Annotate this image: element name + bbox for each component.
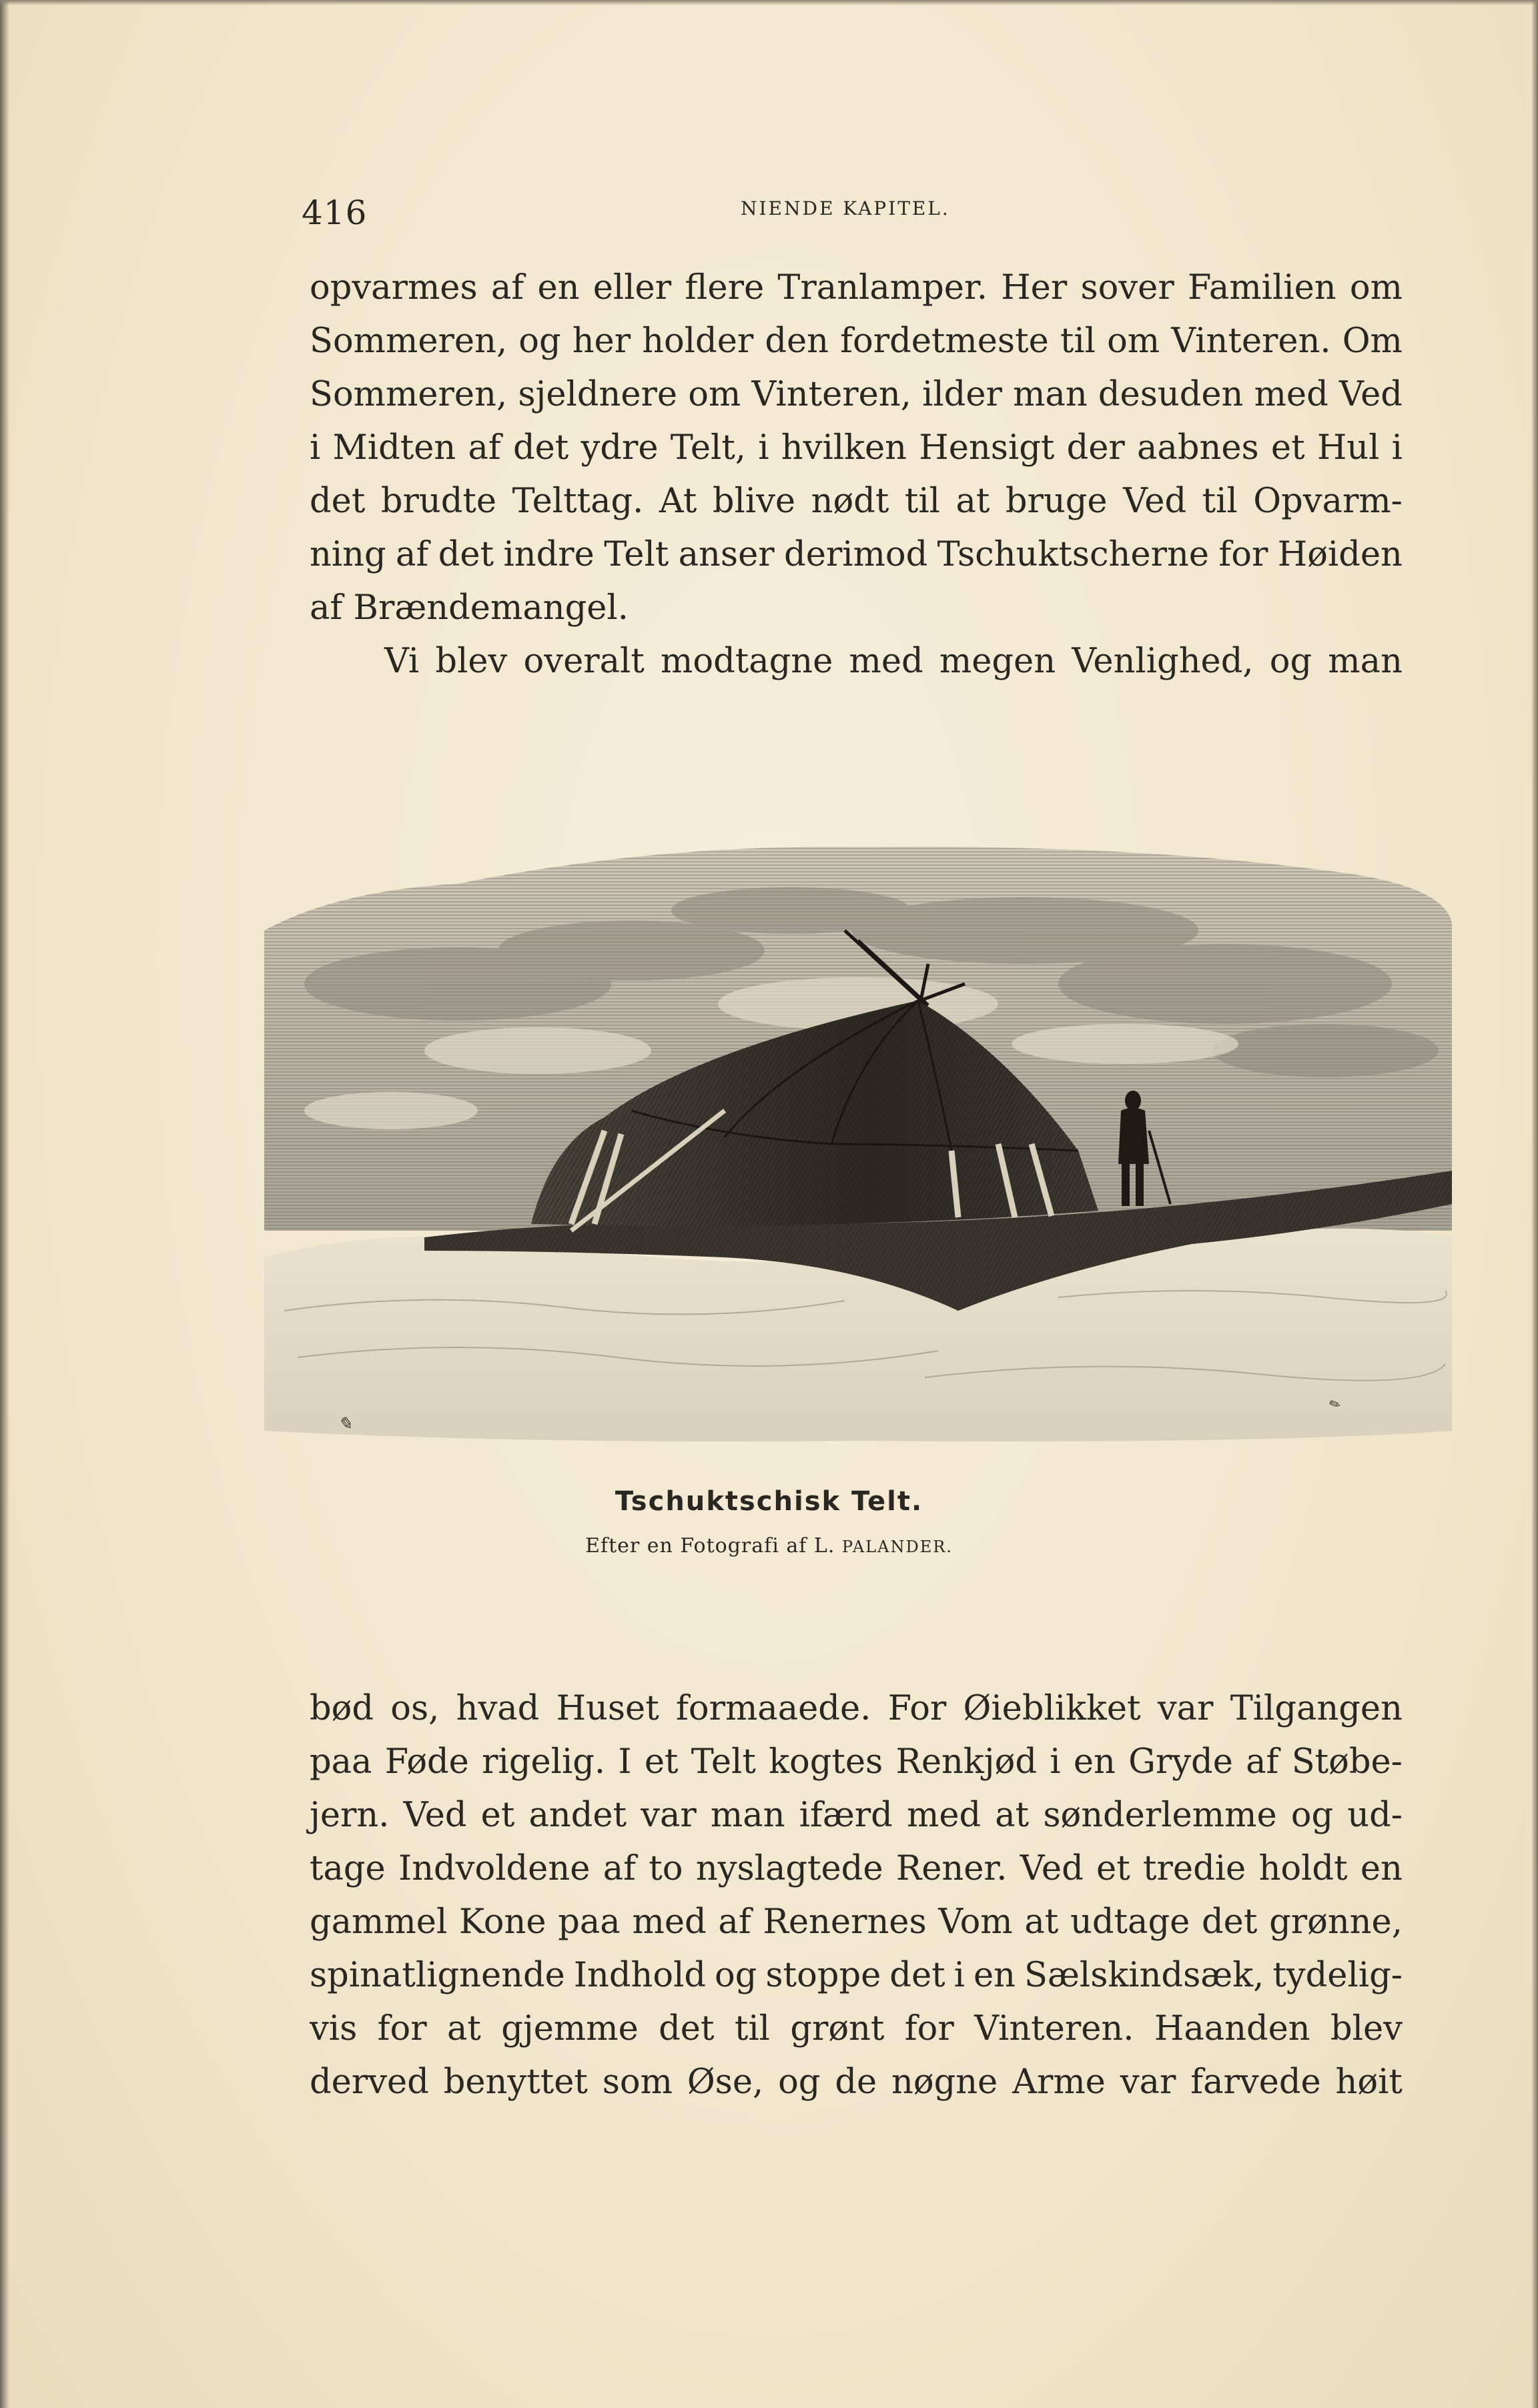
text-line-content: tage Indvoldene af to nyslagtede Rener. Ved et tredie holdt en [310,1849,1403,1888]
caption-credit-prefix: Efter en Fotografi af L. [585,1534,842,1558]
text-line [310,1789,1403,1842]
engraver-signature-left: ✎ [338,1414,352,1434]
text-line-content: i Midten af det ydre Telt, i hvilken Hensigt der aabnes et Hul i [310,428,1403,468]
text-line [310,475,1403,528]
page-edge-left [0,0,9,2408]
text-line [310,635,1403,688]
text-line-content: Sommeren, sjeldnere om Vinteren, ilder man desuden med Ved [310,375,1403,414]
caption-credit-name: PALANDER. [841,1538,953,1556]
engraving-illustration [258,830,1459,1451]
text-line [310,1842,1403,1896]
text-line-content: gammel Kone paa med af Renernes Vom at udtage det grønne, [310,1902,1403,1942]
text-line [310,582,1403,635]
text-line [310,1736,1403,1789]
text-line-content: ning af det indre Telt anser derimod Tschuktscherne for Høiden [310,535,1403,574]
text-line [310,2002,1403,2056]
text-line [310,528,1403,582]
figure-caption-title: Tschuktschisk Telt. [615,1486,923,1517]
text-line [310,1896,1403,1949]
page-edge-right [1531,0,1538,2408]
engraver-signature-right: ✎ [1326,1394,1344,1414]
text-line-content: af Brændemangel. [310,588,629,628]
page-edge-top [0,0,1538,5]
text-line [310,1949,1403,2002]
text-line-content: det brudte Telttag. At blive nødt til at bruge Ved til Opvarm- [310,482,1403,521]
text-line [310,422,1403,475]
text-line-content: spinatlignende Indhold og stoppe det i en Sælskindsæk, tydelig- [310,1956,1403,1995]
text-line [310,315,1403,368]
text-line-content: Vi blev overalt modtagne med megen Venlighed, og man [384,642,1403,681]
running-head: NIENDE KAPITEL. [741,197,950,219]
text-line-content: jern. Ved et andet var man ifærd med at sønderlemme og ud- [310,1796,1403,1835]
text-line-content: paa Føde rigelig. I et Telt kogtes Renkjød i en Gryde af Støbe- [310,1742,1403,1782]
text-line-content: bød os, hvad Huset formaaede. For Øieblikket var Tilgangen [310,1689,1403,1728]
text-line-content: opvarmes af en eller flere Tranlamper. Her sover Familien om [310,268,1403,308]
figure-caption-credit [0,1534,1538,1558]
text-line-content: Sommeren, og her holder den fordetmeste til om Vinteren. Om [310,322,1403,361]
page-number: 416 [302,193,368,232]
text-line [310,368,1403,422]
text-line-content: derved benyttet som Øse, og de nøgne Arme var farvede høit [310,2062,1403,2102]
text-line [310,2056,1403,2109]
text-line-content: vis for at gjemme det til grønt for Vinteren. Haanden blev [310,2009,1403,2048]
text-line [310,1682,1403,1736]
paragraph-top [310,261,1403,688]
text-line [310,261,1403,315]
paragraph-bottom [310,1682,1403,2109]
